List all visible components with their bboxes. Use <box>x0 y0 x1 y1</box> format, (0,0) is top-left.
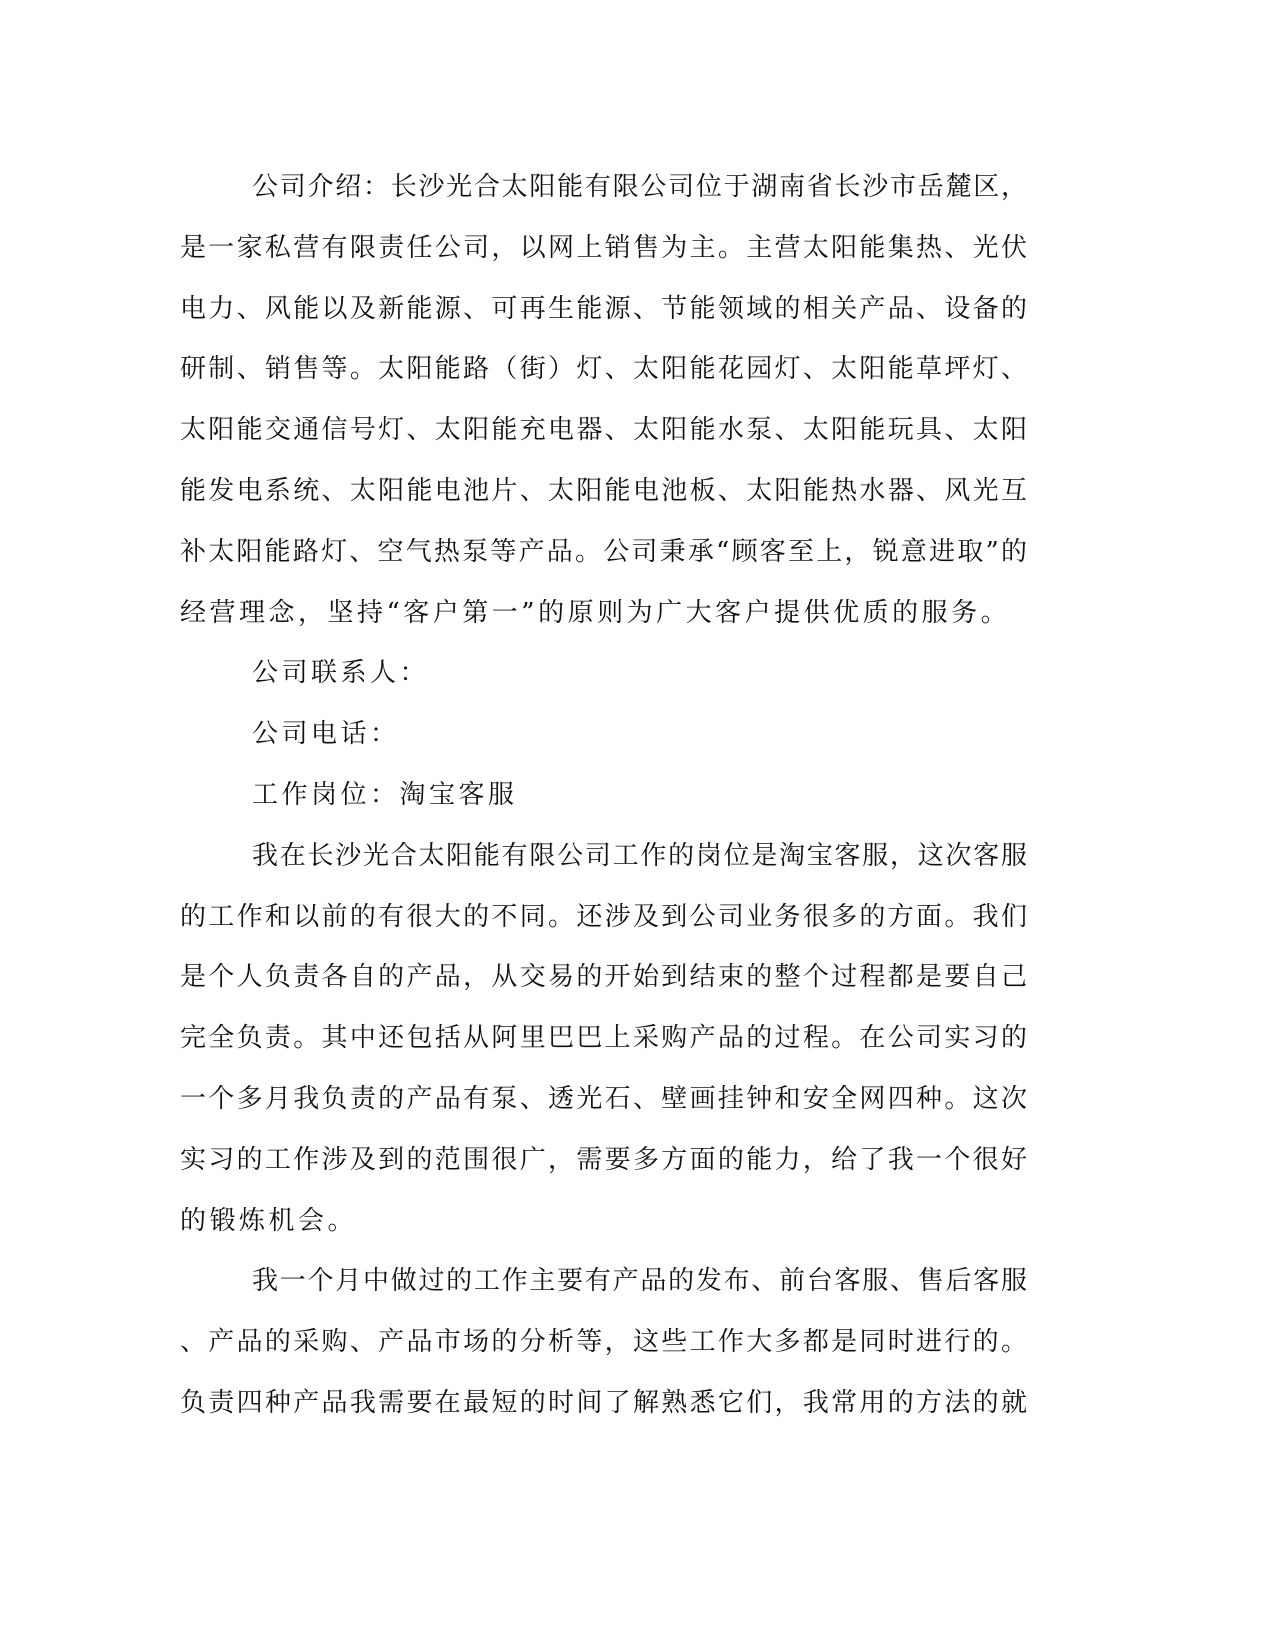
job-position-line: 工作岗位：淘宝客服 <box>252 779 518 810</box>
paragraph-line: 能发电系统、太阳能电池片、太阳能电池板、太阳能热水器、风光互 <box>180 475 1027 506</box>
paragraph-line: 的锻炼机会。 <box>180 1205 358 1236</box>
paragraph-line: 研制、销售等。太阳能路（街）灯、太阳能花园灯、太阳能草坪灯、 <box>180 354 1027 385</box>
paragraph-line: 补太阳能路灯、空气热泵等产品。公司秉承“顾客至上，锐意进取”的 <box>180 536 1027 567</box>
paragraph-line: 一个多月我负责的产品有泵、透光石、壁画挂钟和安全网四种。这次 <box>180 1083 1027 1114</box>
paragraph-line: 完全负责。其中还包括从阿里巴巴上采购产品的过程。在公司实习的 <box>180 1023 1027 1054</box>
phone-line: 公司电话： <box>252 719 400 750</box>
paragraph-line: 的工作和以前的有很大的不同。还涉及到公司业务很多的方面。我们 <box>180 901 1027 932</box>
paragraph-line: 负责四种产品我需要在最短的时间了解熟悉它们，我常用的方法的就 <box>180 1387 1027 1418</box>
paragraph-line: 实习的工作涉及到的范围很广，需要多方面的能力，给了我一个很好 <box>180 1144 1027 1175</box>
paragraph-line: 是个人负责各自的产品，从交易的开始到结束的整个过程都是要自己 <box>180 962 1027 993</box>
paragraph-line: 我一个月中做过的工作主要有产品的发布、前台客服、售后客服 <box>252 1266 1027 1297</box>
paragraph-line: 我在长沙光合太阳能有限公司工作的岗位是淘宝客服，这次客服 <box>252 840 1027 871</box>
paragraph-line: 经营理念，坚持“客户第一”的原则为广大客户提供优质的服务。 <box>180 597 1011 628</box>
document-body <box>180 157 1027 1434</box>
paragraph-line: 公司介绍：长沙光合太阳能有限公司位于湖南省长沙市岳麓区， <box>252 172 1027 202</box>
paragraph-line: 太阳能交通信号灯、太阳能充电器、太阳能水泵、太阳能玩具、太阳 <box>180 415 1027 446</box>
contact-person-line: 公司联系人： <box>252 658 430 689</box>
paragraph-line: 电力、风能以及新能源、可再生能源、节能领域的相关产品、设备的 <box>180 293 1027 324</box>
paragraph-line: 、产品的采购、产品市场的分析等，这些工作大多都是同时进行的。 <box>180 1327 1027 1358</box>
paragraph-line: 是一家私营有限责任公司，以网上销售为主。主营太阳能集热、光伏 <box>180 232 1027 263</box>
